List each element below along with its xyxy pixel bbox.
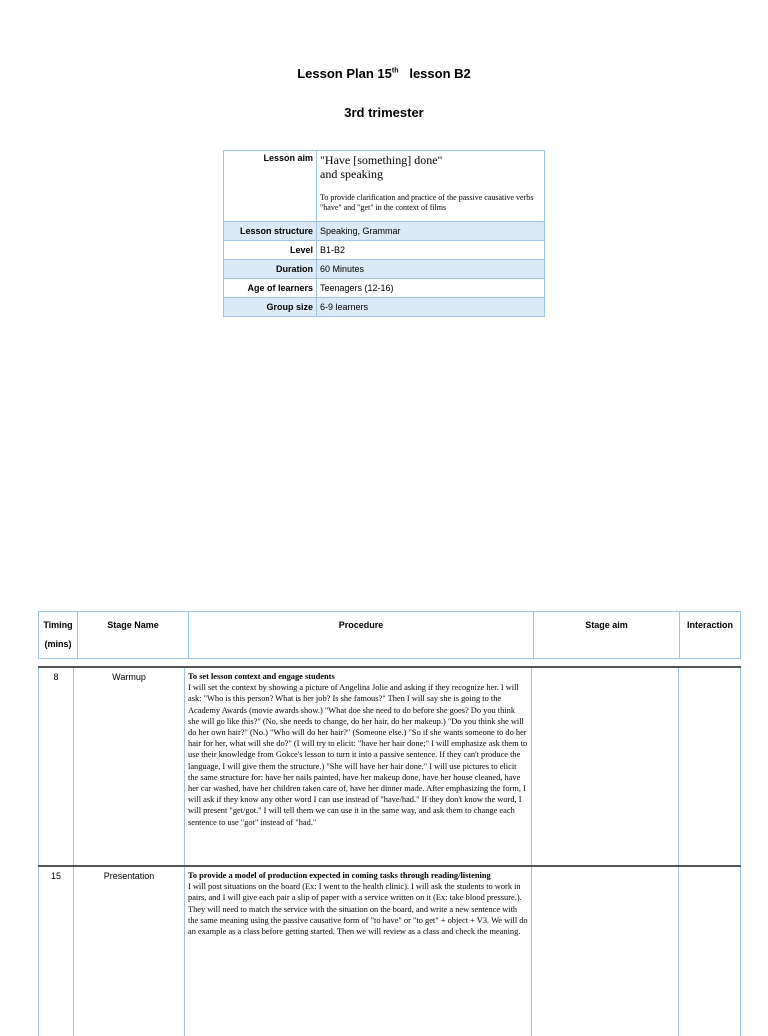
stage-aim-cell <box>532 866 679 1036</box>
trimester-subtitle: 3rd trimester <box>344 105 424 120</box>
lesson-aim-description: To provide clarification and practice of the passive causative verbs "have" and "get" in the context of films <box>320 193 534 212</box>
lesson-info-table <box>223 150 545 317</box>
timing-cell: 15 <box>39 866 74 1036</box>
info-label: Lesson aim <box>224 151 317 222</box>
header-timing: Timing (mins) <box>39 612 78 659</box>
stage-name-cell: Presentation <box>74 866 185 1036</box>
info-label: Duration <box>224 260 317 279</box>
header-interaction: Interaction <box>680 612 741 659</box>
interaction-cell <box>679 667 741 866</box>
lesson-aim-value <box>317 151 545 222</box>
info-row-age <box>224 279 545 298</box>
table-row <box>39 866 741 1036</box>
info-label: Level <box>224 241 317 260</box>
procedure-body: I will post situations on the board (Ex: I went to the health clinic). I will ask the students to work in pairs, and I will give each pair a slip of paper with a service written on it (Ex: take blood pressure.). They will need to match the service with the situation on the board, and write a new sentence with the same meaning using the passive causative form of "to have" or "to get" + object + V3. We will do an example as a class before getting started. Then we will review as a class and check the meaning. <box>188 882 528 937</box>
info-label: Lesson structure <box>224 222 317 241</box>
lesson-aim-sub: and speaking <box>320 167 383 181</box>
timing-cell: 8 <box>39 667 74 866</box>
info-row-structure <box>224 222 545 241</box>
header-procedure: Procedure <box>189 612 534 659</box>
lesson-plan-title: Lesson Plan 15th lesson B2 <box>297 66 471 81</box>
header-stage-name: Stage Name <box>78 612 189 659</box>
info-value: Teenagers (12-16) <box>317 279 545 298</box>
lesson-aim-title: "Have [something] done" <box>320 153 443 167</box>
header-row <box>39 612 741 659</box>
stage-name-cell: Warmup <box>74 667 185 866</box>
procedure-cell <box>185 866 532 1036</box>
info-value: Speaking, Grammar <box>317 222 545 241</box>
info-value: B1-B2 <box>317 241 545 260</box>
procedure-cell <box>185 667 532 866</box>
info-row-level <box>224 241 545 260</box>
table-row <box>39 667 741 866</box>
procedure-heading: To provide a model of production expected in coming tasks through reading/listening <box>188 871 491 880</box>
stage-aim-cell <box>532 667 679 866</box>
info-row-lesson-aim <box>224 151 545 222</box>
info-label: Group size <box>224 298 317 317</box>
header-stage-aim: Stage aim <box>534 612 680 659</box>
info-row-group-size <box>224 298 545 317</box>
info-row-duration <box>224 260 545 279</box>
procedure-table <box>38 666 741 1036</box>
interaction-cell <box>679 866 741 1036</box>
procedure-header-table <box>38 611 741 659</box>
info-value: 60 Minutes <box>317 260 545 279</box>
procedure-body: I will set the context by showing a picture of Angelina Jolie and asking if they recognize her. I will ask: "Who is this person? What is her job? Is she famous?" Then I will say she is going to the Academy Awards (movie awards show.) "What doe she need to do before she goes? Do you think she will go like this?" (No, she needs to change, do her hair, do her makeup.) "Do you think she will do her own hair?" (No.) "Who will do her hair?" (Someone else.) "So if she wants someone to do her hair for her, what will she do?" (I will try to elicit: "have her hair done;" I will emphasize ask them to use their knowledge from Gokce's lesson to turn it into a passive sentence. If they can't produce the language, I will give them the structure.) "She will have her hair done." I will use pictures to elicit the same structure for: have her nails painted, have her makeup done, have her house cleaned, have her car washed, have her children taken care of, have her dinner made. After emphasizing the form, I will ask if they know any other word I can use instead of "have/had." If they don't know the word, I will present "get/got." I will tell them we can use it in the same way, and ask them to change each sentence to use "got" instead of "had." <box>188 683 528 827</box>
info-value: 6-9 learners <box>317 298 545 317</box>
info-label: Age of learners <box>224 279 317 298</box>
procedure-heading: To set lesson context and engage students <box>188 672 335 681</box>
